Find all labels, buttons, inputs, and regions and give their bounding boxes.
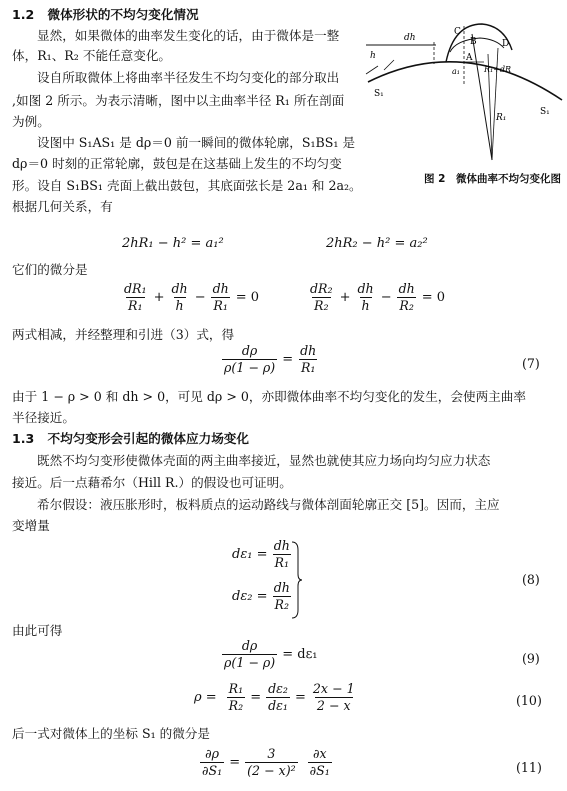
fraction: $\frac{d\rho}{\rho(1 - \rho)}$ [224, 638, 276, 670]
fraction: $\frac{dh}{\text{R₁}}$ [212, 281, 229, 313]
fraction: $\frac{\partial\rho}{\text{∂S₁}}$ [202, 746, 223, 778]
figure-label-h: h [370, 51, 376, 61]
figure-label-r1dr: R₁+dR [484, 65, 512, 74]
para2-line1: 设自所取微体上将曲率半径发生不均匀变化的部分取出 [37, 70, 340, 85]
equation-geometry-2: 2hR₂ − h² = a₂² [326, 236, 428, 251]
figure-hatch-1 [366, 66, 378, 74]
figure-label-a1: a₁ [452, 67, 460, 76]
equation-8-brace [290, 540, 304, 620]
figure-2-diagram [364, 4, 564, 174]
figure-label-d: D [502, 39, 510, 49]
fraction: $\frac{\text{dR₂}}{\text{R₂}}$ [310, 281, 333, 313]
fraction: $\frac{dh}{\text{R₂}}$ [273, 580, 290, 612]
equation-7-number: (7) [522, 356, 540, 371]
para2-line3: 为例。 [12, 114, 50, 129]
figure-label-s1-right: S₁ [540, 107, 550, 117]
equation-differential-2: $\frac{\text{dR₂}}{\text{R₂}}$ + $\frac{dh}{h}$ − $\frac{dh}{\text{R₂}}$ = 0 [310, 281, 446, 313]
equation-11: $\frac{\partial\rho}{\text{∂S₁}}$ = $\frac{3}{\text{(2 − x)²}}$ $\frac{\partial x}{\text{∂S₁}}$ [202, 746, 330, 778]
text-differential-intro: 它们的微分是 [12, 262, 88, 277]
para-after7-line2: 半径接近。 [12, 410, 75, 425]
equation-8-number: (8) [522, 572, 540, 587]
section-number: 1.3 [12, 431, 35, 446]
figure-label-b: B [470, 37, 477, 47]
fraction: $\frac{3}{\text{(2 − x)²}}$ [247, 746, 296, 778]
figure-label-s1-left: S₁ [374, 89, 384, 99]
figure-label-r1: R₁ [496, 113, 507, 123]
para3-line4: 根据几何关系，有 [12, 199, 113, 214]
figure-label-dh: dh [404, 33, 416, 43]
equation-8-line1: dε₁ = $\frac{dh}{\text{R₁}}$ [232, 538, 290, 570]
figure-hatch-2 [384, 60, 394, 70]
section-title: 不均匀变形会引起的微体应力场变化 [47, 431, 249, 446]
para3-line3: 形。设自 S₁BS₁ 壳面上截出鼓包，其底面弦长是 2a₁ 和 2a₂。 [12, 178, 362, 193]
figure-inner-curve [450, 38, 504, 52]
equation-differential-1: $\frac{\text{dR₁}}{\text{R₁}}$ + $\frac{dh}{h}$ − $\frac{dh}{\text{R₁}}$ = 0 [124, 281, 260, 313]
text-last: 后一式对微体上的坐标 S₁ 的微分是 [12, 726, 210, 741]
para1-line1: 显然，如果微体的曲率发生变化的话，由于微体是一整 [37, 28, 340, 43]
figure-main-arc [368, 62, 562, 100]
fraction: $\frac{d\rho}{\rho(1 - \rho)}$ [224, 343, 276, 375]
para4-line2: 接近。后一点藉希尔（Hill R.）的假设也可证明。 [12, 475, 292, 490]
fraction: $\frac{\partial x}{\text{∂S₁}}$ [309, 746, 330, 778]
figure-radius-r1 [472, 34, 492, 160]
figure-caption: 图 2 微体曲率不均匀变化图 [424, 173, 561, 185]
section-1-2-heading [12, 9, 199, 22]
fraction: $\frac{\text{dε₂}}{\text{dε₁}}$ [268, 681, 288, 713]
section-title: 微体形状的不均匀变化情况 [47, 7, 199, 22]
text-subtract: 两式相减，并经整理和引进（3）式，得 [12, 327, 235, 342]
section-1-3-heading [12, 433, 249, 446]
fraction: $\frac{dh}{\text{R₂}}$ [398, 281, 415, 313]
fraction: $\frac{dh}{h}$ [171, 281, 188, 313]
equation-8-line2: dε₂ = $\frac{dh}{\text{R₂}}$ [232, 580, 290, 612]
text-thus: 由此可得 [12, 623, 63, 638]
equation-10-number: (10) [516, 693, 542, 708]
equation-9-number: (9) [522, 651, 540, 666]
para5-line1: 希尔假设：液压胀形时，板料质点的运动路线与微体剖面轮廓正交 [5]。因而，主应 [37, 497, 500, 512]
equation-9: $\frac{d\rho}{\rho(1 - \rho)}$ = dε₁ [224, 638, 318, 670]
fraction: $\frac{dh}{\text{R₁}}$ [273, 538, 290, 570]
fraction: $\frac{dh}{\text{R₁}}$ [300, 343, 317, 375]
figure-label-c: C [454, 27, 461, 37]
para2-line2: ,如图 2 所示。为表示清晰，图中以主曲率半径 R₁ 所在剖面 [12, 93, 345, 108]
para1-line2: 体，R₁、R₂ 不能任意变化。 [12, 48, 172, 63]
equation-geometry-1: 2hR₁ − h² = a₁² [122, 236, 224, 251]
para5-line2: 变增量 [12, 518, 50, 533]
figure-label-a: A [466, 53, 473, 63]
equation-10: ρ = $\frac{\text{R₁}}{\text{R₂}}$ = $\frac{\text{dε₂}}{\text{dε₁}}$ = $\frac{2x - 1}{2 - x}$ [194, 681, 355, 713]
section-number: 1.2 [12, 7, 35, 22]
para3-line1: 设图中 S₁AS₁ 是 dρ＝0 前一瞬间的微体轮廓，S₁BS₁ 是 [37, 135, 356, 150]
para3-line2: dρ＝0 时刻的正常轮廓，鼓包是在这基础上发生的不均匀变 [12, 156, 342, 171]
fraction: $\frac{dh}{h}$ [357, 281, 374, 313]
equation-11-number: (11) [516, 760, 542, 775]
fraction: $\frac{\text{dR₁}}{\text{R₁}}$ [124, 281, 147, 313]
para4-line1: 既然不均匀变形使微体壳面的两主曲率接近，显然也就使其应力场向均匀应力状态 [37, 453, 491, 468]
equation-7: $\frac{d\rho}{\rho(1 - \rho)}$ = $\frac{dh}{\text{R₁}}$ [224, 343, 317, 375]
fraction: $\frac{\text{R₁}}{\text{R₂}}$ [228, 681, 244, 713]
fraction: $\frac{2x - 1}{2 - x}$ [312, 681, 355, 713]
para-after7-line1: 由于 1 − ρ > 0 和 dh > 0，可见 dρ > 0，亦即微体曲率不均匀变化的发生，会使两主曲率 [12, 389, 526, 404]
